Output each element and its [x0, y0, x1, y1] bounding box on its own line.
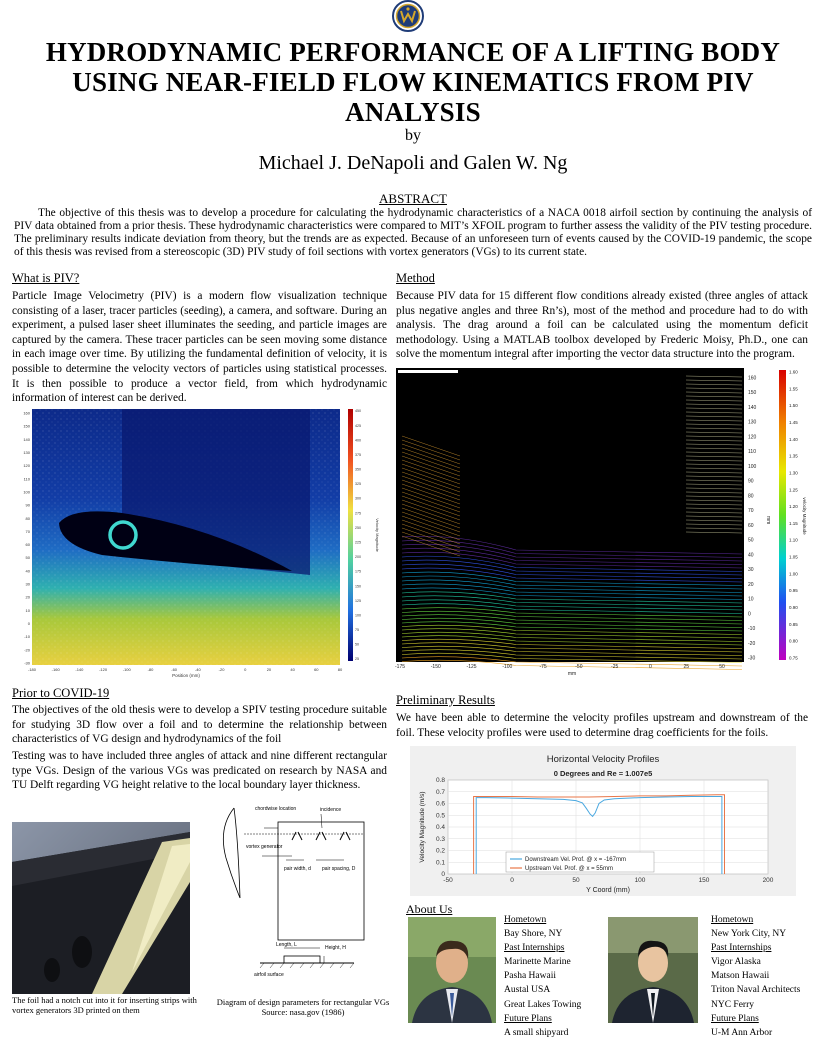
- prior-covid-heading: Prior to COVID-19: [12, 686, 110, 700]
- vector-y-tick: 150: [748, 390, 757, 397]
- p2-internship: Vigor Alaska: [711, 957, 761, 968]
- vector-cb-tick: 1.20: [789, 504, 798, 510]
- piv-x-tick: -180: [27, 667, 37, 672]
- vector-y-tick: 120: [748, 434, 757, 441]
- piv-y-tick: 30: [25, 581, 30, 587]
- piv-x-axis: [28, 667, 343, 672]
- piv-y-tick: 0: [27, 621, 30, 627]
- vector-colorbar-ticks: [789, 370, 798, 661]
- vector-cb-tick: 1.55: [789, 386, 798, 392]
- vector-y-tick: 80: [748, 493, 754, 500]
- piv-cb-tick: 75: [355, 628, 359, 633]
- p1-plans-label: Future Plans: [504, 1013, 552, 1024]
- vector-y-tick: 100: [748, 463, 757, 470]
- vector-cb-tick: 1.00: [789, 571, 798, 577]
- chart-y-tick: 0.5: [435, 812, 445, 820]
- vector-cb-tick: 1.40: [789, 436, 798, 442]
- piv-velocity-field-image: [12, 405, 390, 681]
- vector-cb-tick: 0.85: [789, 621, 798, 627]
- piv-cb-tick: 425: [355, 423, 361, 428]
- p2-internship: NYC Ferry: [711, 999, 755, 1010]
- vector-x-tick: -100: [502, 664, 513, 670]
- piv-y-tick: 10: [25, 607, 30, 613]
- piv-cb-tick: 200: [355, 555, 361, 560]
- chart-x-tick: 100: [634, 877, 646, 884]
- vector-x-tick: -75: [539, 664, 547, 670]
- vector-x-tick: -150: [430, 664, 441, 670]
- vector-cb-tick: 1.05: [789, 554, 798, 560]
- piv-y-tick: 140: [23, 436, 30, 442]
- by-line: by: [405, 127, 421, 144]
- vector-cb-tick: 0.75: [789, 655, 798, 661]
- piv-y-tick: -20: [24, 647, 30, 653]
- vg-label-pair-width: pair width, d: [284, 866, 311, 872]
- piv-y-tick: 90: [25, 502, 30, 508]
- chart-y-tick: 0.8: [435, 777, 445, 784]
- vg-caption-source: Source: nasa.gov (1986): [261, 1007, 345, 1017]
- piv-y-tick: 160: [23, 410, 30, 416]
- vector-cb-tick: 0.95: [789, 588, 798, 594]
- vector-y-tick: 20: [748, 581, 754, 588]
- vector-y-tick: 50: [748, 537, 754, 544]
- chart-y-tick: 0: [441, 871, 445, 878]
- piv-x-tick: 60: [314, 667, 319, 672]
- p2-hometown: New York City, NY: [711, 929, 787, 940]
- piv-cb-tick: 275: [355, 511, 361, 516]
- piv-y-tick: 40: [25, 568, 30, 574]
- vector-cb-tick: 1.60: [789, 369, 798, 375]
- p1-internship: Marinette Marine: [504, 957, 571, 968]
- what-is-piv-heading: What is PIV?: [12, 271, 80, 285]
- piv-x-tick: -100: [122, 667, 131, 672]
- piv-x-tick: -40: [194, 667, 201, 672]
- vector-y-tick: -10: [748, 626, 756, 633]
- vector-y-tick: 70: [748, 508, 754, 515]
- results-heading: Preliminary Results: [396, 693, 495, 707]
- about-person-2: [711, 913, 800, 1040]
- vector-cb-tick: 1.35: [789, 453, 798, 459]
- vector-y-tick: 60: [748, 522, 754, 529]
- chart-y-tick: 0.4: [435, 824, 445, 831]
- p1-internships-label: Past Internships: [504, 943, 565, 954]
- results-text: We have been able to determine the velocity profiles upstream and downstream of the foil. These velocity profiles were used to determine drag coefficients for the foils.: [396, 712, 808, 739]
- vector-cb-tick: 1.25: [789, 487, 798, 493]
- vector-y-tick: 140: [748, 404, 757, 411]
- chart-x-tick: -50: [443, 877, 453, 884]
- vector-y-tick: 90: [748, 478, 754, 485]
- vg-label-vortex: vortex generator: [246, 844, 283, 850]
- vector-x-label: mm: [567, 671, 577, 677]
- piv-x-tick: 0: [244, 667, 247, 672]
- vector-x-tick: -175: [394, 664, 406, 670]
- piv-y-tick: 130: [23, 449, 30, 455]
- piv-cb-tick: 400: [355, 438, 361, 443]
- piv-x-tick: 40: [290, 667, 295, 672]
- piv-y-tick: 100: [23, 489, 30, 495]
- vg-label-height: Height, H: [325, 945, 346, 951]
- abstract-heading: ABSTRACT: [379, 191, 447, 206]
- piv-cb-tick: 350: [355, 467, 361, 472]
- piv-y-tick: 20: [25, 594, 30, 600]
- vector-cb-tick: 0.90: [789, 605, 798, 611]
- portrait-person-1: [408, 917, 496, 1023]
- vector-cb-tick: 1.30: [789, 470, 798, 476]
- piv-colorbar-ticks: [355, 409, 361, 661]
- vector-y-tick: -30: [748, 655, 756, 662]
- piv-x-tick: -160: [51, 667, 60, 672]
- p2-internship: Triton Naval Architects: [711, 985, 801, 996]
- piv-x-tick: -60: [171, 667, 178, 672]
- p1-hometown-label: Hometown: [504, 915, 547, 925]
- piv-y-tick: 60: [25, 542, 30, 548]
- prior-covid-text-2: Testing was to have included three angles of attack and nine different rectangular type VGs. Design of the various VGs was predicated on research by NASA and TU Delft regarding VG height relative to the local boundary layer thickness.: [12, 750, 387, 792]
- method-heading: Method: [396, 271, 435, 285]
- piv-cb-tick: 50: [355, 642, 359, 647]
- vg-label-airfoil-surface: airfoil surface: [254, 972, 284, 978]
- chart-x-tick: 150: [698, 877, 710, 884]
- vector-y-tick: 110: [748, 449, 756, 456]
- vector-y-axis: [748, 376, 757, 662]
- p2-internships-label: Past Internships: [711, 943, 772, 954]
- chart-y-axis: [436, 777, 445, 878]
- legend-entry: Downstream Vel. Prof. @ x = -167mm: [525, 857, 626, 863]
- vector-x-tick: -50: [575, 664, 583, 670]
- chart-title: Horizontal Velocity Profiles: [546, 754, 660, 765]
- vector-x-tick: -125: [466, 664, 477, 670]
- vector-cb-tick: 1.50: [789, 403, 798, 409]
- method-text: Because PIV data for 15 different flow conditions already existed (three angles of attack plus negative angles and three Rn’s), most of the method and procedure had to do with analysis. The drag around a foil can be calculated using the momentum deficit methodology. Using a MATLAB toolbox developed by Frederic Moisy, Ph.D., one can solve the momentum integral after importing the vector data structure into the program.: [396, 290, 808, 361]
- piv-y-tick: 50: [25, 555, 30, 561]
- velocity-profile-chart: [410, 746, 796, 896]
- vector-x-tick: -25: [611, 664, 619, 670]
- chart-y-tick: 0.7: [435, 788, 445, 796]
- piv-cb-tick: 175: [355, 569, 361, 574]
- p1-internship: Austal USA: [504, 985, 551, 996]
- piv-cb-tick: 100: [355, 613, 361, 618]
- piv-cb-tick: 25: [355, 657, 359, 662]
- vector-y-tick: 40: [748, 552, 754, 559]
- chart-x-tick: 0: [510, 877, 514, 884]
- piv-y-tick: 120: [23, 463, 30, 469]
- vector-y-label: mm: [765, 516, 771, 525]
- vector-y-tick: -20: [748, 640, 756, 647]
- vector-x-tick: 25: [683, 664, 690, 670]
- chart-x-tick: 200: [762, 877, 774, 884]
- chart-y-tick: 0.1: [435, 859, 445, 867]
- piv-colorbar-label: Velocity Magnitude: [375, 518, 380, 552]
- piv-x-tick: -80: [147, 667, 154, 672]
- piv-y-tick: -30: [24, 660, 30, 666]
- portrait-person-2: [608, 917, 698, 1023]
- prior-covid-text-1: The objectives of the old thesis were to develop a SPIV testing procedure suitable for studying 3D flow over a foil and to determine the relationship between characteristics of VG design and hydrodynamics of the foil: [12, 704, 387, 746]
- piv-y-tick: -10: [24, 634, 30, 640]
- chart-y-label: Velocity Magnitude (m/s): [419, 791, 426, 863]
- vg-label-length: Length, L: [276, 942, 297, 948]
- vg-label-incidence: incidence: [320, 807, 342, 813]
- vector-colorbar-label: velocity Magnitude: [802, 497, 807, 535]
- piv-x-tick: -120: [99, 667, 108, 672]
- piv-y-axis: [23, 411, 30, 666]
- p2-plans: U-M Ann Arbor: [711, 1027, 773, 1038]
- about-person-1: [504, 913, 581, 1040]
- chart-x-label: Y Coord (mm): [586, 887, 630, 894]
- chart-legend: [506, 852, 654, 872]
- poster-title: HYDRODYNAMIC PERFORMANCE OF A LIFTING BODY USING NEAR-FIELD FLOW KINEMATICS FROM PIV ANALYSIS: [45, 37, 781, 127]
- piv-cb-tick: 250: [355, 525, 361, 530]
- p1-plans: A small shipyard: [504, 1027, 569, 1038]
- vector-y-tick: 160: [748, 375, 757, 382]
- vector-cb-tick: 1.45: [789, 419, 798, 425]
- abstract-text: The objective of this thesis was to develop a procedure for calculating the hydrodynamic characteristics of a NACA 0018 airfoil section by continuing the analysis of PIV data obtained from a prior thesis. These hydrodynamic characteristics were compared to MIT’s XFOIL program to further assess the validity of the PIV testing procedure. The preliminary results indicate deviation from theory, but the trends are as expected. Because of an unforeseen turn of events caused by the COVID-19 pandemic, the scope of this thesis was revised from a stereoscopic (3D) PIV study of foil sections with vortex generators (VGs) to its current state.: [14, 207, 812, 258]
- legend-entry: Upstream Vel. Prof. @ x = 55mm: [525, 866, 613, 872]
- vg-label-pair-spacing: pair spacing, D: [322, 866, 356, 872]
- piv-y-tick: 70: [25, 528, 30, 534]
- about-us-heading: About Us: [406, 902, 453, 916]
- piv-cb-tick: 225: [355, 540, 361, 545]
- vector-y-tick: 0: [748, 611, 751, 618]
- vector-y-tick: 130: [748, 419, 757, 426]
- chart-y-tick: 0.2: [435, 847, 445, 855]
- piv-cb-tick: 125: [355, 598, 361, 603]
- vg-design-diagram: [204, 798, 398, 994]
- piv-x-tick: -140: [75, 667, 84, 672]
- vector-cb-tick: 1.15: [789, 520, 798, 526]
- chart-subtitle: 0 Degrees and Re = 1.007e5: [553, 769, 653, 778]
- piv-y-tick: 80: [25, 515, 30, 521]
- chart-x-tick: 50: [572, 877, 580, 884]
- piv-cb-tick: 375: [355, 452, 361, 457]
- piv-cb-tick: 300: [355, 496, 361, 501]
- vg-caption-text: Diagram of design parameters for rectangular VGs: [216, 997, 390, 1007]
- piv-y-tick: 110: [23, 476, 30, 482]
- piv-x-tick: -20: [218, 667, 225, 672]
- vg-diagram-caption: [212, 997, 394, 1017]
- p1-hometown: Bay Shore, NY: [504, 929, 563, 940]
- piv-cb-tick: 450: [355, 409, 361, 414]
- vector-cb-tick: 1.10: [789, 537, 798, 543]
- p2-hometown-label: Hometown: [711, 915, 754, 925]
- foil-photo-caption: The foil had a notch cut into it for inserting strips with vortex generators 3D printed on them: [12, 995, 197, 1015]
- academy-seal-logo: [391, 0, 425, 32]
- foil-photo: [12, 822, 190, 994]
- vector-y-tick: 30: [748, 567, 754, 574]
- piv-y-tick: 150: [23, 423, 30, 429]
- vector-cb-tick: 0.80: [789, 638, 798, 644]
- p1-internship: Pasha Hawaii: [504, 971, 556, 982]
- piv-x-tick: 20: [266, 667, 272, 672]
- velocity-vector-plot: [396, 366, 808, 678]
- piv-cb-tick: 150: [355, 584, 361, 589]
- p1-internship: Great Lakes Towing: [504, 999, 582, 1010]
- what-is-piv-text: Particle Image Velocimetry (PIV) is a modern flow visualization technique consisting of a laser, tracer particles (seeding), a camera, and software. During an experiment, a pulsed laser sheet illuminates the seeding, and particle images are captured by the camera. These tracer particles can be seen moving some distance in each image over time. By utilizing the fundamental definition of velocity, it is possible to determine the velocity vectors of particles using statistical processes. It is then possible to produce a vector field, from which hydrodynamic information of interest can be derived.: [12, 290, 387, 405]
- vector-x-tick: 50: [719, 664, 725, 670]
- vector-x-tick: 0: [649, 664, 652, 670]
- chart-y-tick: 0.6: [435, 800, 445, 808]
- piv-cb-tick: 325: [355, 482, 361, 487]
- chart-y-tick: 0.3: [435, 835, 445, 843]
- vg-label-chordwise: chordwise location: [255, 806, 297, 812]
- p2-internship: Matson Hawaii: [711, 971, 770, 982]
- vector-y-tick: 10: [748, 596, 754, 603]
- piv-x-label: Position (mm): [172, 673, 200, 678]
- piv-x-tick: 80: [337, 667, 343, 672]
- p2-plans-label: Future Plans: [711, 1013, 759, 1024]
- authors: Michael J. DeNapoli and Galen W. Ng: [258, 152, 568, 174]
